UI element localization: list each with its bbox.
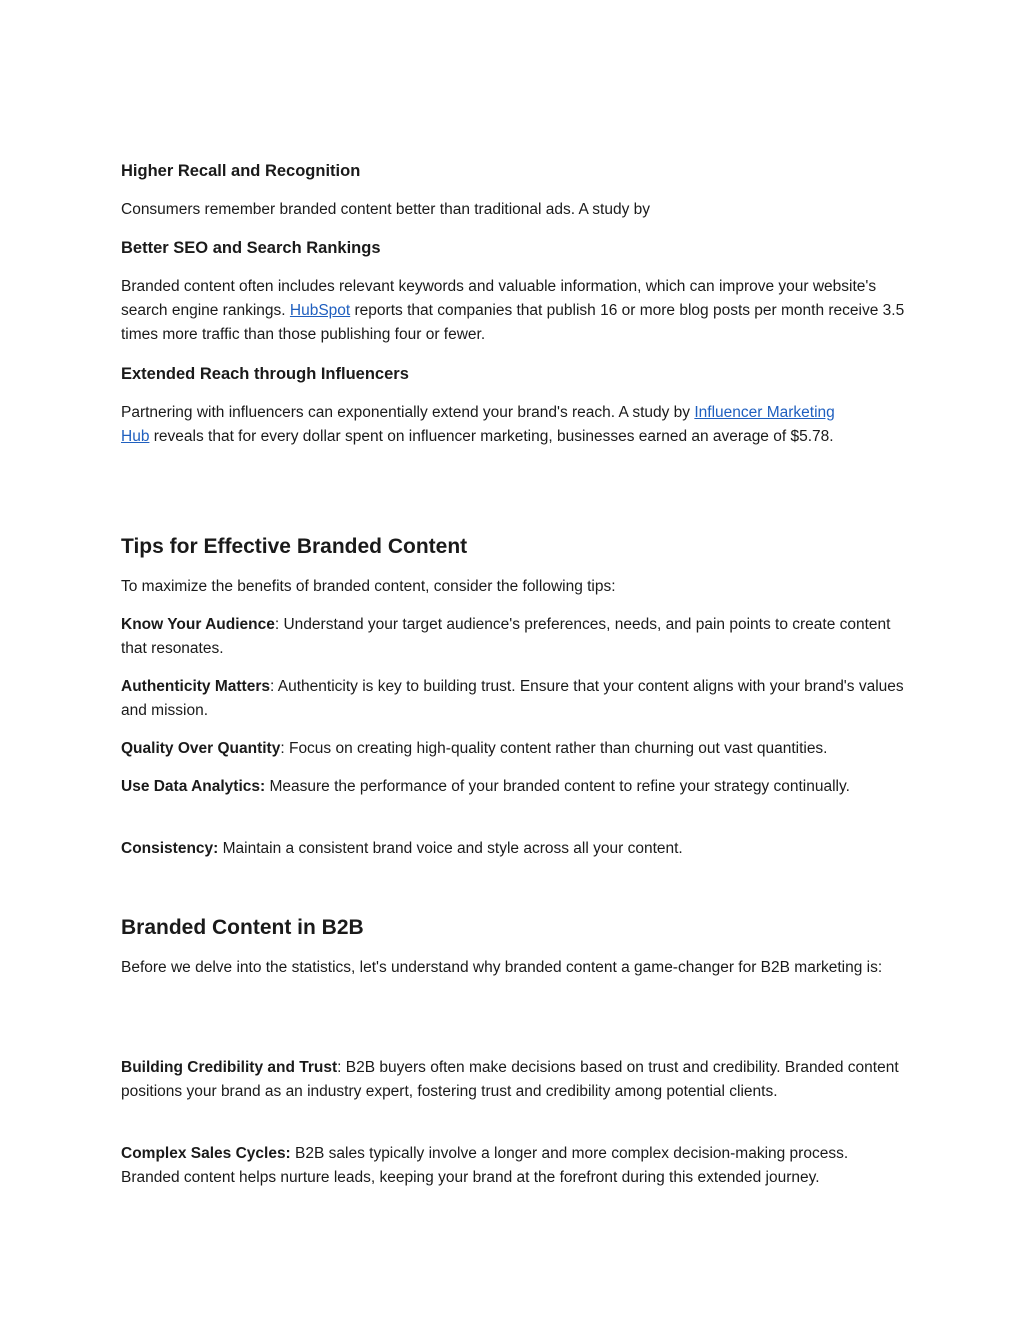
tip-item (121, 613, 906, 661)
hubspot-link[interactable]: HubSpot (289, 302, 351, 320)
b2b-item-label: Complex Sales Cycles: (121, 1145, 291, 1162)
tip-item (121, 737, 906, 761)
b2b-item (121, 1142, 906, 1190)
b2b-title: Branded Content in B2B (121, 916, 364, 939)
tip-text: Measure the performance of your branded content to refine your strategy continually. (265, 778, 850, 795)
tips-intro: To maximize the benefits of branded content, consider the following tips: (121, 578, 616, 595)
tip-label: Consistency: (121, 840, 219, 857)
tip-item (121, 775, 906, 799)
tip-item (121, 675, 906, 723)
tip-label: Quality Over Quantity (121, 740, 281, 757)
b2b-item-text: B2B sales typically involve a longer and more complex decision-making process. Branded content helps nurture leads, keeping your brand at the forefront during this extended journey. (121, 1145, 849, 1187)
tip-text: : Focus on creating high-quality content rather than churning out vast quantities. (280, 740, 828, 757)
tip-label: Know Your Audience (121, 616, 275, 633)
b2b-intro: Before we delve into the statistics, let's understand why branded content a game-changer for B2B marketing is: (121, 959, 883, 976)
paragraph-text: reveals that for every dollar spent on influencer marketing, businesses earned an average of $5.78. (149, 428, 834, 446)
tips-title: Tips for Effective Branded Content (121, 535, 468, 558)
tip-text: Maintain a consistent brand voice and style across all your content. (218, 840, 683, 857)
b2b-item-text: : B2B buyers often make decisions based on trust and credibility. Branded content positions your brand as an industry expert, fostering trust and credibility among potential clients. (121, 1059, 899, 1101)
b2b-item (121, 1056, 906, 1104)
paragraph-text: Partnering with influencers can exponentially extend your brand's reach. A study by (121, 404, 695, 421)
section-heading-recall: Higher Recall and Recognition (121, 162, 361, 180)
paragraph-recall: Consumers remember branded content better than traditional ads. A study by (121, 201, 651, 218)
b2b-item-label: Building Credibility and Trust (121, 1059, 338, 1076)
section-heading-influencers: Extended Reach through Influencers (121, 365, 409, 383)
influencer-marketing-hub-link[interactable]: Influencer Marketing Hub (121, 404, 835, 446)
tip-text: : Authenticity is key to building trust. Ensure that your content aligns with your brand's values and mission. (121, 678, 904, 720)
section-heading-seo: Better SEO and Search Rankings (121, 239, 381, 257)
paragraph-seo (121, 275, 906, 348)
tip-label: Authenticity Matters (121, 678, 270, 695)
paragraph-text: Branded content often includes relevant keywords and valuable information, which can improve your website's search engine rankings. (121, 278, 877, 320)
tip-item (121, 837, 906, 861)
paragraph-influencers (121, 401, 861, 449)
tip-text: : Understand your target audience's preferences, needs, and pain points to create content that resonates. (121, 616, 891, 658)
paragraph-text: reports that companies that publish 16 or more blog posts per month receive 3.5 times more traffic than those publishing four or fewer. (121, 302, 905, 344)
tip-label: Use Data Analytics: (121, 778, 266, 795)
